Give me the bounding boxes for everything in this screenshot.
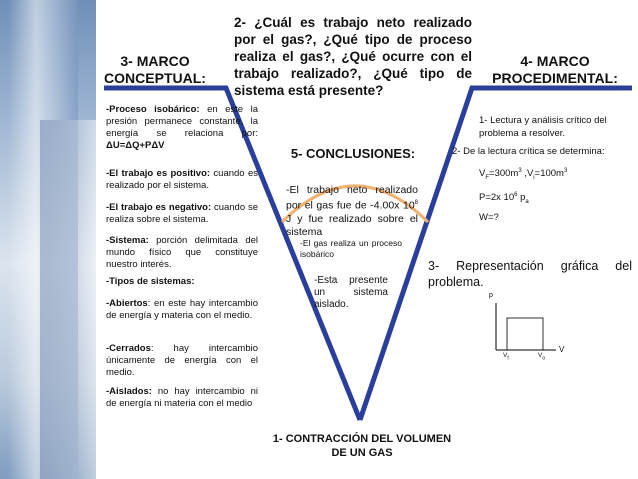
concept-closed: -Cerrados: hay intercambio únicamente de energía con el medio.: [106, 343, 258, 378]
marco-procedimental-title: 4- MARCO PROCEDIMENTAL:: [492, 53, 618, 86]
graph-vo-label: $V_o$: [538, 352, 546, 362]
concept-positive-work: -El trabajo es positivo: cuando es realizado por el sistema.: [106, 168, 258, 191]
questions-text: 2- ¿Cuál es trabajo neto realizado por el gas?, ¿Qué tipo de proceso realiza el gas?, ¿Qué ocurre con el trabajo realizado?, ¿Qué tipo de sistema está presente?: [234, 15, 472, 98]
procedure-step3: 3- Representación gráfica del problema.: [428, 259, 632, 289]
procedure-step2: 2- De la lectura crítica se determina:: [452, 146, 605, 157]
concept-isolated: -Aislados: no hay intercambio ni de energía ni materia con el medio: [106, 386, 258, 409]
marco-conceptual-title: 3- MARCO CONCEPTUAL:: [104, 53, 206, 86]
pv-graph: [496, 303, 556, 350]
conclusion-work: -El trabajo neto realizado por el gas fue de -4.00x $10^8$ J y fue realizado sobre el sistema: [286, 184, 418, 238]
volume-values: $V_F=300m^3$ $,V_i=100m^3$: [479, 168, 568, 182]
concept-negative-work: -El trabajo es negativo: cuando se realiza sobre el sistema.: [106, 202, 258, 225]
graph-x-label: V: [559, 345, 565, 354]
concept-isobaric: -Proceso isobárico: en este la presión permanece constante, la energía se relaciona por: ΔU=ΔQ+PΔV: [106, 104, 258, 151]
conclusion-isobaric: -El gas realiza un proceso isobárico: [300, 238, 402, 259]
concept-open: -Abiertos: en este hay intercambio de energía y materia con el medio.: [106, 298, 258, 321]
work-unknown: W=?: [479, 212, 499, 223]
conclusions-title: 5- CONCLUSIONES:: [290, 146, 416, 161]
conclusion-isolated: -Esta presente un sistema aislado.: [314, 275, 388, 310]
pressure-value: P=2x $10^6$ $p_a$: [479, 192, 529, 206]
concept-system: -Sistema: porción delimitada del mundo físico que constituye nuestro interés.: [106, 235, 258, 270]
problem-title: 1- CONTRACCIÓN DEL VOLUMEN DE UN GAS: [272, 433, 452, 459]
work-rectangle: [507, 318, 543, 350]
graph-y-label: p: [489, 292, 493, 299]
graph-vf-label: $V_f$: [503, 352, 509, 362]
concept-system-types: -Tipos de sistemas:: [106, 276, 195, 287]
procedure-step1: 1- Lectura y análisis crítico del problema a resolver.: [479, 115, 607, 139]
